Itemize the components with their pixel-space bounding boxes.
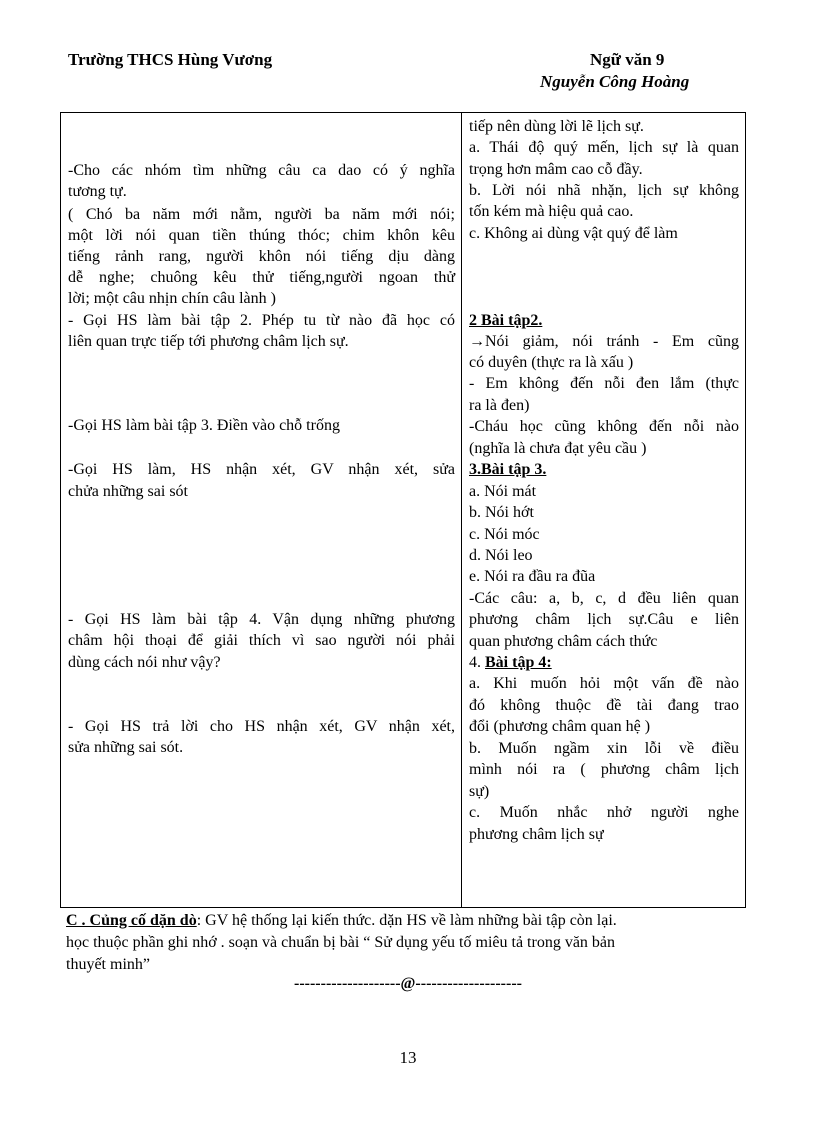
left-line: - Gọi HS làm bài tập 2. Phép tu từ nào đã học có — [68, 312, 455, 329]
right-line: phương châm lịch sự — [469, 826, 604, 843]
right-line: b. Lời nói nhã nhặn, lịch sự không — [469, 182, 739, 199]
right-line: →Nói giảm, nói tránh - Em cũng — [469, 333, 739, 350]
page-number: 13 — [399, 1048, 417, 1067]
right-line: - Em không đến nỗi đen lắm (thực — [469, 375, 739, 392]
right-line: d. Nói leo — [469, 547, 533, 564]
right-line: tốn kém mà hiệu quả cao. — [469, 203, 634, 220]
lesson-table — [60, 112, 746, 908]
footnote-line: thuyết minh” — [66, 956, 150, 973]
right-line: a. Nói mát — [469, 483, 537, 500]
author-name: Nguyễn Công Hoàng — [540, 72, 690, 91]
school-name: Trường THCS Hùng Vương — [68, 50, 273, 69]
subject-title: Ngữ văn 9 — [590, 50, 665, 69]
right-line: sự) — [469, 783, 490, 800]
right-line: quan phương châm cách thức — [469, 633, 658, 650]
left-line: dùng cách nói như vậy? — [68, 654, 221, 671]
right-line: -Các câu: a, b, c, d đều liên quan — [469, 590, 739, 607]
footnote-heading: C . Củng cố dặn dò — [66, 912, 197, 929]
left-line: liên quan trực tiếp tới phương châm lịch sự. — [68, 333, 349, 350]
exercise-4-heading — [469, 652, 739, 673]
right-line: đổi (phương châm quan hệ ) — [469, 718, 651, 735]
right-line: đó không thuộc đề tài đang trao — [469, 697, 739, 714]
right-line: c. Không ai dùng vật quý để làm — [469, 225, 678, 242]
right-line: c. Nói móc — [469, 526, 540, 543]
right-line: b. Muốn ngầm xin lỗi về điều — [469, 740, 739, 757]
left-line: sửa những sai sót. — [68, 739, 184, 756]
left-line: lời; một câu nhịn chín câu lành ) — [68, 290, 276, 307]
left-line: tương tự. — [68, 183, 127, 200]
right-line: mình nói ra ( phương châm lịch — [469, 761, 739, 778]
right-line: phương châm lịch sự.Câu e liên — [469, 611, 739, 628]
left-line: - Gọi HS làm bài tập 4. Vận dụng những phương — [68, 611, 455, 628]
left-line: châm hội thoại để giải thích vì sao người nói phải — [68, 632, 455, 649]
left-line: một lời nói quan tiền thúng thóc; chim khôn kêu — [68, 227, 455, 244]
left-line: -Gọi HS làm, HS nhận xét, GV nhận xét, sửa — [68, 461, 455, 478]
footnote-line — [66, 910, 617, 931]
right-line: c. Muốn nhắc nhở người nghe — [469, 804, 739, 821]
left-line: tiếng rảnh rang, người khôn nói tiếng dịu dàng — [68, 248, 455, 265]
left-line: -Gọi HS làm bài tập 3. Điền vào chỗ trống — [68, 417, 340, 434]
right-line: có duyên (thực ra là xấu ) — [469, 354, 634, 371]
separator-line: --------------------@-------------------- — [293, 975, 522, 992]
left-line: dễ nghe; chuông kêu thử tiếng,người ngoan thử — [68, 269, 455, 286]
left-line: ( Chó ba năm mới nằm, người ba năm mới nói; — [68, 206, 455, 223]
column-divider — [461, 113, 462, 907]
left-line: - Gọi HS trả lời cho HS nhận xét, GV nhận xét, — [68, 718, 455, 735]
right-line: tiếp nên dùng lời lẽ lịch sự. — [469, 118, 644, 135]
right-line: ra là đen) — [469, 397, 530, 414]
right-line: b. Nói hớt — [469, 504, 534, 521]
left-line: chửa những sai sót — [68, 483, 188, 500]
exercise-3-heading: 3.Bài tập 3. — [469, 461, 547, 478]
right-line: a. Khi muốn hỏi một vấn đề nào — [469, 675, 739, 692]
right-line: a. Thái độ quý mến, lịch sự là quan — [469, 139, 739, 156]
left-line: -Cho các nhóm tìm những câu ca dao có ý nghĩa — [68, 162, 455, 179]
footnote-text: : GV hệ thống lại kiến thức. dặn HS về làm những bài tập còn lại. — [196, 912, 617, 929]
right-line: e. Nói ra đầu ra đũa — [469, 568, 596, 585]
right-line: -Cháu học cũng không đến nỗi nào — [469, 418, 739, 435]
right-line: (nghĩa là chưa đạt yêu cầu ) — [469, 440, 647, 457]
exercise-4-number: 4. — [469, 654, 485, 671]
footnote-line: học thuộc phần ghi nhớ . soạn và chuẩn bị bài “ Sử dụng yếu tố miêu tả trong văn bản — [66, 934, 616, 951]
right-line: trọng hơn mâm cao cỗ đầy. — [469, 161, 643, 178]
exercise-2-heading: 2 Bài tập2. — [469, 312, 543, 329]
exercise-4-title: Bài tập 4: — [485, 654, 552, 671]
